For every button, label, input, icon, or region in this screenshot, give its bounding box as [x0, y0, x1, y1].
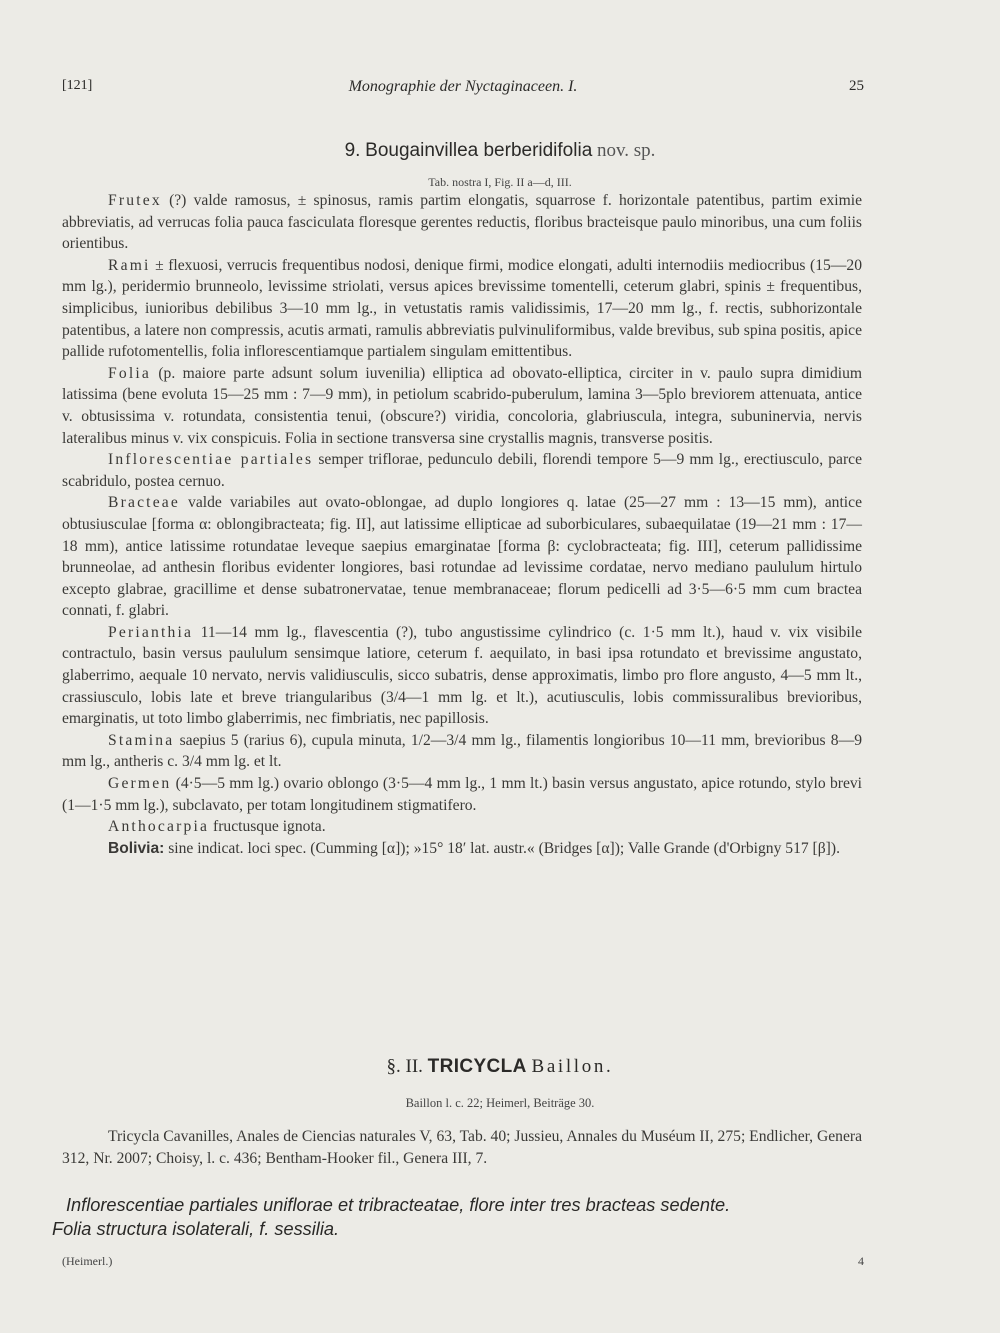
paragraph-label: Folia	[108, 364, 151, 382]
species-description	[62, 190, 862, 859]
paragraph-text: 11—14 mm lg., flavescentia (?), tubo angustissime cylindrico (c. 1·5 mm lt.), haud v. vix visibile contractulo, basin versus paululum sensimque latiore, ceterum f. aequilato, in basi ipsa rotundato et brevissime angustato, glaberrimo, aequale 10 nervato, nervis validiusculis, sicco subatris, dense approximatis, limbo pro flore angusto, 4—5 mm lt., crassiusculo, lobis late et breve triangularibus (3/4—1 mm lg. et lt.), acutiusculis, lobis commissuralibus brevioribus, emarginatis, ut toto limbo glaberrimis, nec fimbriatis, nec papillosis.	[62, 623, 862, 728]
section-key	[52, 1193, 862, 1241]
page-footer	[62, 1254, 864, 1269]
paragraph-frutex	[62, 190, 862, 255]
footer-author: (Heimerl.)	[62, 1254, 113, 1268]
paragraph-text: fructusque ignota.	[209, 818, 326, 836]
paragraph-label: Bolivia:	[108, 839, 165, 857]
tricycla-paragraph	[62, 1126, 862, 1169]
paragraph-label: Bracteae	[108, 494, 181, 512]
paragraph-text: sine indicat. loci spec. (Cumming [α]); »15° 18′ lat. austr.« (Bridges [α]); Valle Grande (d'Orbigny 517 [β]).	[164, 839, 840, 857]
paragraph-label: Rami	[108, 256, 151, 274]
paragraph-text: semper triflorae, pedunculo debili, florendi tempore 5—9 mm lg., erectiusculo, parce scabridulo, postea cernuo.	[62, 451, 862, 490]
paragraph-stamina	[62, 730, 862, 773]
paragraph-label: Stamina	[108, 731, 175, 749]
paragraph-bolivia	[62, 838, 862, 860]
paragraph-germen	[62, 773, 862, 816]
page-number: 25	[849, 78, 864, 94]
section-reference: Baillon l. c. 22; Heimerl, Beiträge 30.	[405, 1096, 595, 1110]
paragraph-label: Inflorescentiae partiales	[108, 451, 314, 469]
section-name: TRICYCLA	[427, 1056, 527, 1077]
paragraph-text: (p. maiore parte adsunt solum iuvenilia) elliptica ad obovato-elliptica, circiter in v. paulo supra dimidium latissima (bene evoluta 15—25 mm : 7—9 mm), in petiolum scabrido-puberulum, lamina 3—5plo breviorem attenuata, antice v. obtusissima v. rotundata, consistentia tenui, (obscure?) viridia, concoloria, glabriuscula, integra, subuninervia, nervis lateralibus minus v. vix conspicuis. Folia in sectione transversa sine crystallis magnis, transverse positis.	[62, 364, 862, 447]
tricycla-text: Tricycla Cavanilles, Anales de Ciencias naturales V, 63, Tab. 40; Jussieu, Annales du Muséum II, 275; Endlicher, Genera 312, Nr. 2007; Choisy, l. c. 436; Bentham-Hooker fil., Genera III, 7.	[62, 1128, 862, 1167]
section-author: Baillon.	[531, 1056, 614, 1077]
section-heading	[0, 1056, 1000, 1078]
header-title: Monographie der Nyctaginaceen. I.	[348, 78, 578, 95]
table-reference: Tab. nostra I, Fig. II a—d, III.	[428, 175, 572, 189]
paragraph-label: Germen	[108, 775, 172, 793]
paragraph-text: ± flexuosi, verrucis frequentibus nodosi, denique firmi, modice elongati, adulti internodiis mediocribus (15—20 mm lg.), peridermio brunneolo, levissime striolati, versus apices brevissime tomentelli, ceterum glabri, spinis ± frequentibus, simplicibus, iunioribus debilibus 3—10 mm lg., in vetustatis ramis validissimis, 17—20 mm lg., f. rectis, subhorizontale patentibus, a latere non compressis, acutis armati, ramulis abbreviatis pulvinuliformibus, valde brevibus, sub spina positis, apice pallide rufotomentellis, folia inflorescentiamque partialem singulam emittentibus.	[62, 256, 862, 361]
paragraph-anthocarpia	[62, 816, 862, 838]
paragraph-perianthia	[62, 622, 862, 730]
section-prefix: §. II.	[386, 1056, 423, 1077]
header-bracket-number: [121]	[62, 78, 93, 93]
species-heading	[0, 140, 1000, 162]
paragraph-text: valde variabiles aut ovato-oblongae, ad duplo longiores q. latae (25—27 mm : 13—15 mm), antice obtusiusculae [forma α: oblongibracteata; fig. II], aut latissime ellipticae ad suborbiculares, subaequilatae (19—21 mm : 17—18 mm), antice latissime rotundatae leveque saepius emarginatae [forma β: cyclobracteata; fig. III], ceterum pallidissime brunneolae, ad anthesin floribus evidenter longiores, basi rotundae ad levissime cordatae, nervo mediano paululum hirtulo excepto glabrae, gracillime et dense subatronervatae, tenue membranaceae; florum pedicelli ad 3·5—6·5 mm cum bractea connati, f. glabri.	[62, 494, 862, 620]
paragraph-text: (4·5—5 mm lg.) ovario oblongo (3·5—4 mm lg., 1 mm lt.) basin versus angustato, apice rotundo, stylo brevi (1—1·5 mm lg.), subclavato, per totam longitudinem stigmatifero.	[62, 775, 862, 814]
key-line-1: Inflorescentiae partiales uniflorae et tribracteatae, flore inter tres bracteas sedente.	[66, 1195, 731, 1215]
species-status: nov. sp.	[597, 140, 656, 161]
species-number: 9.	[344, 140, 361, 161]
paragraph-text: (?) valde ramosus, ± spinosus, ramis partim elongatis, squarrose f. horizontale patentibus, partim eximie abbreviatis, ad verrucas folia pauca fasciculata floresque gerentes reductis, floribus bracteisque paulo minoribus, una cum foliis orientibus.	[62, 192, 862, 253]
paragraph-label: Frutex	[108, 192, 162, 209]
paragraph-label: Perianthia	[108, 623, 194, 641]
paragraph-folia	[62, 363, 862, 449]
paragraph-text: saepius 5 (rarius 6), cupula minuta, 1/2—3/4 mm lg., filamentis longioribus 10—11 mm, brevioribus 8—9 mm lg., antheris c. 3/4 mm lg. et lt.	[62, 731, 862, 771]
running-head	[62, 78, 864, 102]
species-name: Bougainvillea berberidifolia	[365, 140, 593, 161]
paragraph-rami	[62, 255, 862, 363]
paragraph-inflorescentiae	[62, 449, 862, 492]
paragraph-label: Anthocarpia	[108, 818, 210, 836]
signature-number: 4	[858, 1254, 864, 1268]
paragraph-bracteae	[62, 492, 862, 622]
key-line-2: Folia structura isolaterali, f. sessilia.	[52, 1219, 340, 1239]
